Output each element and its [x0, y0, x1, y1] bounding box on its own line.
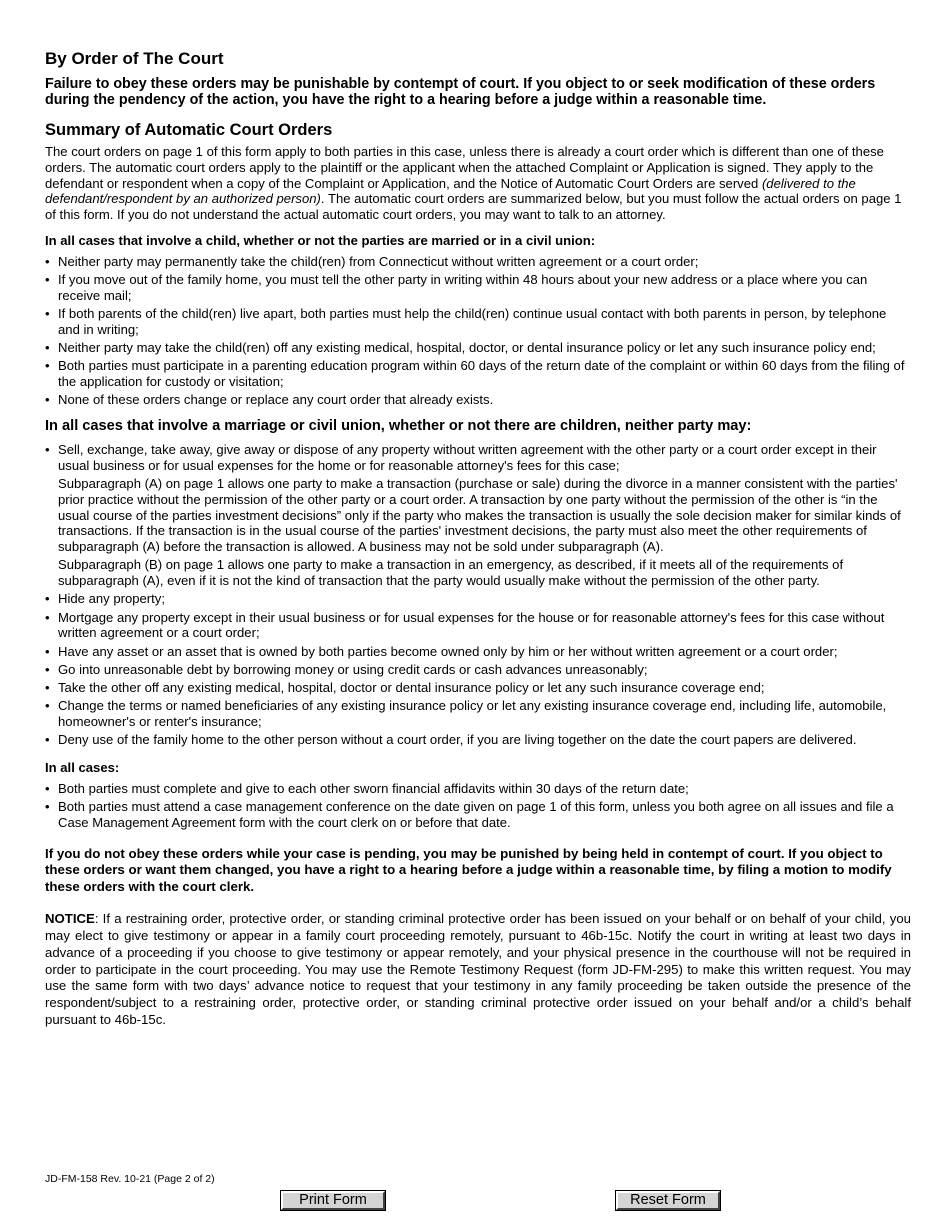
document-page	[45, 48, 911, 1029]
summary-heading: Summary of Automatic Court Orders	[45, 121, 333, 139]
list-item: • Neither party may take the child(ren) off any existing medical, hospital, doctor, or dental insurance policy or let any such insurance policy end;	[45, 340, 876, 356]
form-code: JD-FM-158 Rev. 10-21 (Page 2 of 2)	[45, 1173, 215, 1185]
list-item: • Both parties must attend a case management conference on the date given on page 1 of this form, unless you both agree on all issues and file a Case Management Agreement form with the court clerk on or before that date.	[45, 799, 894, 830]
contempt-warning: Failure to obey these orders may be punishable by contempt of court. If you object to or seek modification of these orders during the pendency of the action, you have the right to a hearing before a judge within a reasonable time.	[45, 76, 876, 108]
closing-warning: If you do not obey these orders while your case is pending, you may be punished by being held in contempt of court. If you object to these orders or want them changed, you have a right to a hearing before a judge within a reasonable time, by filing a motion to modify these orders with the court clerk.	[45, 845, 892, 894]
list-item: • Go into unreasonable debt by borrowing money or using credit cards or cash advances unreasonably;	[45, 661, 648, 677]
children-orders-list	[45, 254, 911, 408]
list-item: • Neither party may permanently take the child(ren) from Connecticut without written agreement or a court order;	[45, 253, 699, 269]
bullet-icon: •	[45, 780, 50, 796]
all-cases-list	[45, 781, 911, 831]
list-item: • Mortgage any property except in their usual business or for usual expenses for the house or for reasonable attorney's fees for this case without written agreement or a court order;	[45, 609, 885, 641]
summary-intro-part1: The court orders on page 1 of this form apply to both parties in this case, unless there is already a court order which is different than one of these orders. The automatic court orders apply to the plaintiff or the applicant when the attached Complaint or Application is signed. They apply to the defendant or respondent when a copy of the Complaint or Application, and the Notice of Automatic Court Orders are served	[45, 144, 884, 191]
marriage-orders-list	[45, 442, 911, 474]
list-item: • If you move out of the family home, you must tell the other party in writing within 48 hours about your new address or a place where you can receive mail;	[45, 272, 868, 303]
bullet-icon: •	[45, 253, 50, 269]
bullet-icon: •	[45, 661, 50, 677]
children-section-heading: In all cases that involve a child, whether or not the parties are married or in a civil union:	[45, 232, 596, 248]
notice-label: NOTICE	[45, 911, 95, 927]
bullet-icon: •	[45, 732, 50, 748]
list-item: • Sell, exchange, take away, give away or dispose of any property without written agreement with the other party or a court order except in their usual business or for usual expenses for the home or for reasonable attorney's fees for this case;	[45, 442, 877, 473]
remote-testimony-notice	[45, 911, 911, 1029]
bullet-icon: •	[45, 442, 50, 458]
summary-intro-part2: . The automatic court orders are summarized below, but you must follow the actual orders on page 1 of this form. If you do not understand the actual automatic court orders, you may want to talk to an attorney.	[45, 191, 902, 223]
bullet-icon: •	[45, 591, 50, 607]
list-item: • Change the terms or named beneficiaries of any existing insurance policy or let any existing insurance coverage end, including life, automobile, homeowner's or renter's insurance;	[45, 698, 887, 729]
marriage-orders-list-continued	[45, 591, 911, 748]
list-item: • Both parties must complete and give to each other sworn financial affidavits within 30 days of the return date;	[45, 780, 689, 796]
list-item: • Take the other off any existing medical, hospital, doctor or dental insurance policy or let any such insurance coverage end;	[45, 680, 765, 695]
page-title: By Order of The Court	[45, 49, 224, 68]
subparagraph-b-note: Subparagraph (B) on page 1 allows one party to make a transaction in an emergency, as described, if it meets all of the requirements of subparagraph (A), even if it is not the kind of transaction that the party would usually make without the permission of the other party.	[58, 557, 844, 589]
bullet-icon: •	[45, 392, 50, 408]
list-item: • None of these orders change or replace any court order that already exists.	[45, 392, 494, 408]
bullet-icon: •	[45, 272, 50, 288]
list-item: • Both parties must participate in a parenting education program within 60 days of the return date of the complaint or within 60 days from the filing of the application for custody or visitation;	[45, 358, 905, 390]
notice-text: : If a restraining order, protective order, or standing criminal protective order has been issued on your behalf or on behalf of your child, you may elect to give testimony or appear in a family court proceeding remotely, pursuant to 46b-15c. Notify the court in writing at least two days in advance of a proceeding if you choose to give testimony or appear remotely, and your physical presence in the courthouse will not be required in order to participate in the court proceeding. You may use the Remote Testimony Request (form JD-FM-295) to make this written request. You may use the same form with two days’ advance notice to request that your testimony in any family proceeding be taken outside the presence of the respondent/subject to a restraining order, protective order, or standing criminal protective order issued on your behalf and/or a child’s behalf pursuant to 46b-15c.	[45, 911, 911, 1028]
bullet-icon: •	[45, 609, 50, 625]
marriage-section-heading: In all cases that involve a marriage or civil union, whether or not there are children, neither party may:	[45, 418, 752, 435]
bullet-icon: •	[45, 358, 50, 374]
list-item: • Hide any property;	[45, 591, 165, 607]
bullet-icon: •	[45, 698, 50, 714]
summary-intro	[45, 144, 911, 223]
reset-form-button[interactable]: Reset Form	[616, 1191, 720, 1210]
print-form-button[interactable]: Print Form	[281, 1191, 385, 1210]
all-cases-heading: In all cases:	[45, 759, 120, 775]
bullet-icon: •	[45, 643, 50, 659]
bullet-icon: •	[45, 340, 50, 356]
list-item: • Have any asset or an asset that is owned by both parties become owned only by him or her without written agreement or a court order;	[45, 643, 838, 659]
list-item: • If both parents of the child(ren) live apart, both parties must help the child(ren) continue usual contact with both parents in person, by telephone and in writing;	[45, 306, 887, 337]
subparagraph-a-note: Subparagraph (A) on page 1 allows one party to make a transaction (purchase or sale) during the divorce in a manner consistent with the parties' prior practice without the permission of the other party or a court order. A transaction by one party without the permission of the other is “in the usual course of the parties investment decisions” only if the party who makes the transaction is usually the sole decision maker for similar kinds of transactions. If the transaction is in the usual course of the parties' investment decisions, the party must also meet the other requirements of subparagraph (A) before the transaction is allowed. A business may not be sold under subparagraph (A).	[58, 476, 901, 555]
list-item: • Deny use of the family home to the other person without a court order, if you are living together on the date the court papers are delivered.	[45, 732, 857, 748]
bullet-icon: •	[45, 799, 50, 815]
bullet-icon: •	[45, 680, 50, 695]
bullet-icon: •	[45, 306, 50, 322]
summary-intro-italic: (delivered to the defendant/respondent by an authorized person)	[45, 175, 856, 207]
